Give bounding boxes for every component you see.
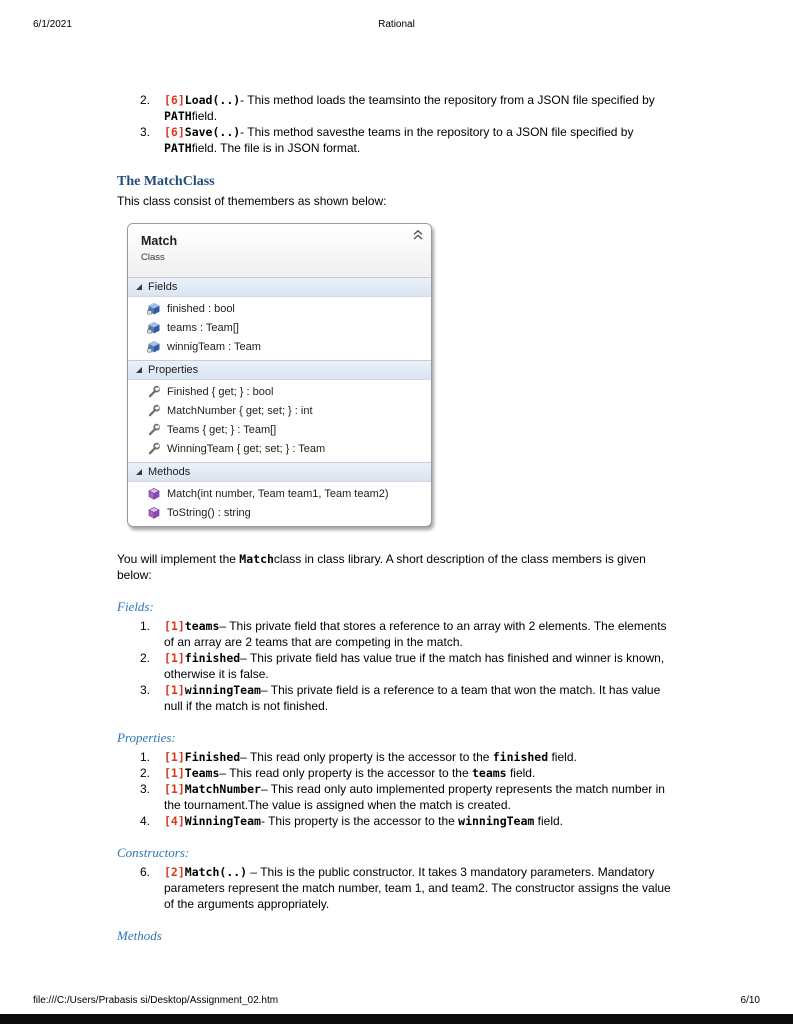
- text-segment: field.: [506, 766, 536, 780]
- list-item-number: 4.: [140, 814, 151, 828]
- expander-triangle-icon: [136, 469, 142, 475]
- diagram-member-label: Match(int number, Team team1, Team team2): [167, 487, 389, 500]
- text-segment: field. The file is in JSON format.: [191, 141, 361, 155]
- text-segment: - This method loads the teamsinto the repository from a JSON file specified by: [240, 93, 655, 107]
- class-kind-label: Class: [141, 252, 165, 263]
- list-item: [117, 124, 677, 156]
- diagram-member-label: teams : Team[]: [167, 321, 239, 334]
- text-segment: finished: [184, 651, 241, 665]
- diagram-method-row: [128, 503, 431, 522]
- text-segment: Teams: [184, 766, 220, 780]
- property-wrench-icon: [147, 423, 161, 437]
- list-item-text: [164, 618, 677, 650]
- text-segment: field.: [191, 109, 218, 123]
- text-segment: [1]: [164, 683, 185, 697]
- class-name: Match: [141, 234, 178, 248]
- text-segment: Finished: [184, 750, 241, 764]
- text-segment: – This private field has value true if the match has finished and winner is known, otherwise it is false.: [164, 651, 665, 681]
- diagram-section-label: Fields: [148, 281, 178, 293]
- text-segment: – This is the public constructor. It takes 3 mandatory parameters. Mandatory parameters represent the match number, team 1, and team2. The constructor assigns the value of the arguments appropriately.: [164, 865, 671, 911]
- text-segment: - This property is the accessor to the: [260, 814, 459, 828]
- text-segment: field.: [548, 750, 577, 764]
- expander-triangle-icon: [136, 367, 142, 373]
- private-field-icon: [147, 340, 161, 354]
- header-title: Rational: [378, 19, 415, 30]
- list-item-text: [164, 650, 677, 682]
- diagram-section-header-properties[interactable]: [128, 360, 431, 380]
- list-item-number: 1.: [140, 750, 151, 764]
- text-segment: teams: [471, 766, 507, 780]
- text-segment: winningTeam: [184, 683, 261, 697]
- diagram-section-header-fields[interactable]: [128, 277, 431, 297]
- list-item: [117, 682, 677, 714]
- diagram-properties-rows: [128, 380, 431, 462]
- text-segment: [1]: [164, 782, 185, 796]
- diagram-field-row: [128, 337, 431, 356]
- text-segment: – This private field that stores a reference to an array with 2 elements. The elements of an array are 2 teams that are competing in the match.: [164, 619, 667, 649]
- window-bottom-bar: [0, 1014, 793, 1024]
- text-segment: – This read only auto implemented property represents the match number in the tournament.The value is assigned when the match is created.: [164, 782, 665, 812]
- private-field-icon: [147, 302, 161, 316]
- text-segment: field.: [534, 814, 564, 828]
- list-item: [117, 765, 677, 781]
- list-item: [117, 813, 677, 829]
- text-segment: [1]: [164, 651, 185, 665]
- method-icon: [147, 506, 161, 520]
- list-item-number: 2.: [140, 93, 151, 107]
- list-item-number: 3.: [140, 782, 151, 796]
- text-segment: PATH: [164, 109, 192, 123]
- diagram-section-label: Methods: [148, 466, 191, 478]
- list-item-number: 2.: [140, 651, 151, 665]
- fields-list: [117, 618, 677, 714]
- text-segment: Load(..): [184, 93, 241, 107]
- diagram-member-label: winnigTeam : Team: [167, 340, 261, 353]
- list-item-text: [164, 92, 677, 124]
- list-item-number: 1.: [140, 619, 151, 633]
- diagram-member-label: Teams { get; } : Team[]: [167, 423, 277, 436]
- diagram-section-label: Properties: [148, 364, 199, 376]
- text-segment: winningTeam: [458, 814, 535, 828]
- list-item-text: [164, 749, 677, 765]
- text-segment: class in class library. A short description of the class members is given below:: [117, 552, 646, 582]
- properties-list: [117, 749, 677, 829]
- list-item: [117, 92, 677, 124]
- list-item-text: [164, 781, 677, 813]
- text-segment: MatchNumber: [184, 782, 261, 796]
- diagram-property-row: [128, 382, 431, 401]
- text-segment: – This read only property is the accessor to the: [240, 750, 493, 764]
- diagram-section-header-methods[interactable]: [128, 462, 431, 482]
- list-item: [117, 781, 677, 813]
- property-wrench-icon: [147, 404, 161, 418]
- list-item-number: 2.: [140, 766, 151, 780]
- text-segment: [1]: [164, 619, 185, 633]
- diagram-member-label: Finished { get; } : bool: [167, 385, 274, 398]
- text-segment: teams: [184, 619, 220, 633]
- match-class-intro: This class consist of themembers as shown below:: [117, 194, 387, 208]
- implement-note: [117, 551, 677, 583]
- footer-file-path: file:///C:/Users/Prabasis si/Desktop/Assignment_02.htm: [33, 995, 279, 1006]
- text-segment: [4]: [164, 814, 185, 828]
- list-item-number: 6.: [140, 865, 151, 879]
- diagram-member-label: finished : bool: [167, 302, 235, 315]
- list-item-text: [164, 682, 677, 714]
- class-diagram-header: [128, 224, 431, 277]
- class-diagram: [127, 223, 432, 527]
- list-item-text: [164, 765, 677, 781]
- diagram-property-row: [128, 420, 431, 439]
- footer-page-number: 6/10: [740, 995, 760, 1006]
- list-item-number: 3.: [140, 683, 151, 697]
- diagram-field-row: [128, 318, 431, 337]
- repository-methods-list: [117, 92, 677, 156]
- list-item-text: [164, 124, 677, 156]
- list-item-text: [164, 864, 677, 912]
- diagram-property-row: [128, 439, 431, 458]
- text-segment: – This private field is a reference to a team that won the match. It has value null if the match is not finished.: [164, 683, 661, 713]
- subheading-constructors: Constructors:: [117, 845, 190, 860]
- diagram-method-row: [128, 484, 431, 503]
- document-content: [117, 92, 677, 947]
- text-segment: [1]: [164, 750, 185, 764]
- diagram-methods-rows: [128, 482, 431, 526]
- text-segment: finished: [492, 750, 549, 764]
- text-segment: – This read only property is the accessor to the: [219, 766, 472, 780]
- subheading-fields: Fields:: [117, 599, 154, 614]
- diagram-member-label: ToString() : string: [167, 506, 251, 519]
- text-segment: [1]: [164, 766, 185, 780]
- diagram-member-label: MatchNumber { get; set; } : int: [167, 404, 313, 417]
- list-item-text: [164, 813, 677, 829]
- diagram-member-label: WinningTeam { get; set; } : Team: [167, 442, 326, 455]
- property-wrench-icon: [147, 442, 161, 456]
- property-wrench-icon: [147, 385, 161, 399]
- subheading-properties: Properties:: [117, 730, 176, 745]
- subheading-methods: Methods: [117, 928, 162, 943]
- diagram-property-row: [128, 401, 431, 420]
- text-segment: [6]: [164, 93, 185, 107]
- text-segment: Match: [239, 552, 274, 566]
- method-icon: [147, 487, 161, 501]
- text-segment: [6]: [164, 125, 185, 139]
- list-item: [117, 749, 677, 765]
- diagram-fields-rows: [128, 297, 431, 360]
- text-segment: [2]: [164, 865, 185, 879]
- text-segment: Save(..): [184, 125, 241, 139]
- text-segment: PATH: [164, 141, 192, 155]
- text-segment: Match(..): [184, 865, 248, 879]
- list-item: [117, 618, 677, 650]
- list-item: [117, 864, 677, 912]
- diagram-field-row: [128, 299, 431, 318]
- collapse-chevron-icon[interactable]: [412, 229, 424, 241]
- list-item-number: 3.: [140, 125, 151, 139]
- constructors-list: [117, 864, 677, 912]
- text-segment: WinningTeam: [184, 814, 261, 828]
- private-field-icon: [147, 321, 161, 335]
- text-segment: - This method savesthe teams in the repository to a JSON file specified by: [240, 125, 634, 139]
- expander-triangle-icon: [136, 284, 142, 290]
- text-segment: You will implement the: [117, 552, 240, 566]
- page-footer: [33, 995, 760, 1006]
- list-item: [117, 650, 677, 682]
- header-date: 6/1/2021: [33, 19, 72, 30]
- section-heading-match-class: The MatchClass: [117, 174, 215, 189]
